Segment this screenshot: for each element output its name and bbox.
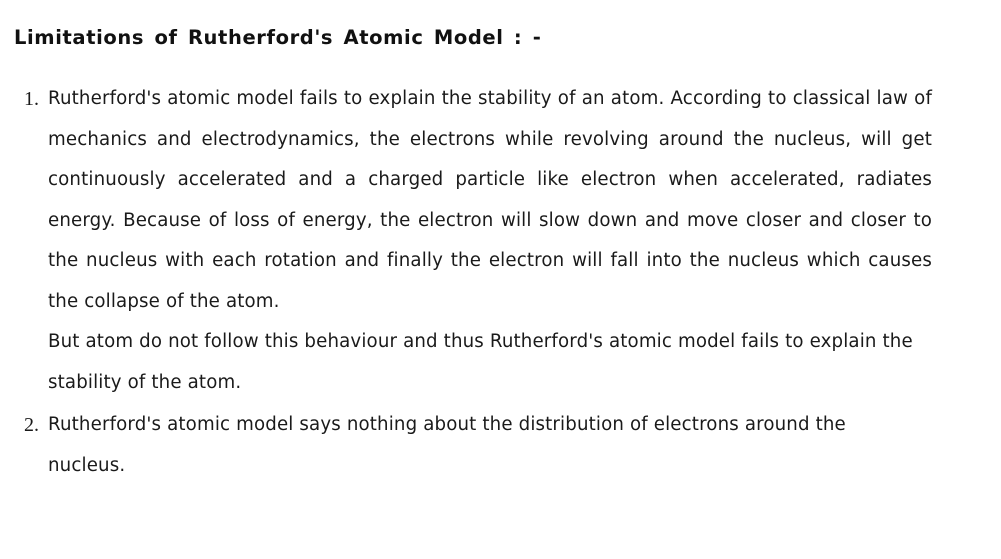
limitations-list <box>14 79 971 486</box>
list-item-number: 1. <box>24 88 39 110</box>
list-item <box>14 79 971 403</box>
page-title: Limitations of Rutherford's Atomic Model : - <box>14 26 542 49</box>
list-item-body <box>48 405 878 486</box>
paragraph: Rutherford's atomic model says nothing about the distribution of electrons around the nucleus. <box>48 414 846 476</box>
paragraph: Rutherford's atomic model fails to explain the stability of an atom. According to classical law of mechanics and electrodynamics, the electrons while revolving around the nucleus, will get continuously accelerated and a charged particle like electron when accelerated, radiates energy. Because of loss of energy, the electron will slow down and move closer and closer to the nucleus with each rotation and finally the electron will fall into the nucleus which causes the collapse of the atom. <box>48 88 932 312</box>
list-item <box>14 405 971 486</box>
paragraph: But atom do not follow this behaviour and thus Rutherford's atomic model fails to explain the stability of the atom. <box>48 331 913 393</box>
list-item-number: 2. <box>24 414 39 436</box>
list-item-body <box>48 79 932 403</box>
